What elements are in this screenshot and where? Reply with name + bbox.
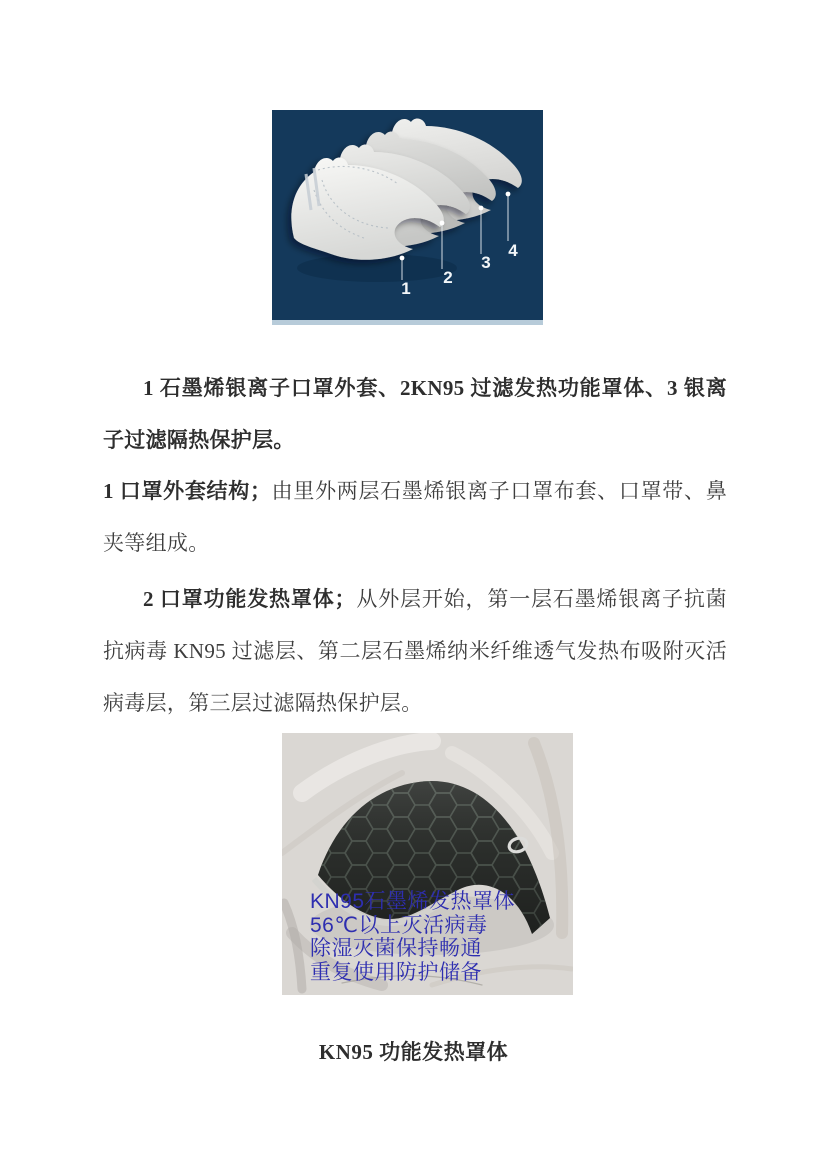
paragraph-heating-shell-lead: 2 口罩功能发热罩体； xyxy=(143,587,356,611)
diagram-label-1: 1 xyxy=(401,279,411,298)
diagram-label-3: 3 xyxy=(481,253,491,272)
diagram-label-2: 2 xyxy=(443,268,453,287)
photo-caption: KN95 功能发热罩体 xyxy=(318,1040,509,1064)
paragraph-heating-shell xyxy=(103,573,727,729)
mask-layers-illustration xyxy=(272,110,543,325)
paragraph-heating-shell-body: 从外层开始，第一层石墨烯银离子抗菌抗病毒 KN95 过滤层、第二层石墨烯纳米纤维透气发热布吸附灭活病毒层，第三层过滤隔热保护层。 xyxy=(103,587,727,715)
paragraph-outer-cover xyxy=(103,465,727,569)
paragraph-outer-cover-lead: 1 口罩外套结构； xyxy=(103,479,272,503)
heading-paragraph: 1 石墨烯银离子口罩外套、2KN95 过滤发热功能罩体、3 银离子过滤隔热保护层。 xyxy=(103,376,727,452)
paragraph-outer-cover-body: 由里外两层石墨烯银离子口罩布套、口罩带、鼻夹等组成。 xyxy=(103,479,727,555)
photo-overlay-text xyxy=(310,890,515,984)
overlay-line-4: 重复使用防护储备 xyxy=(310,960,482,984)
mask-exploded-diagram xyxy=(272,110,543,325)
overlay-line-2: 56℃以上灭活病毒 xyxy=(310,913,488,937)
heating-shell-photo xyxy=(282,733,573,995)
overlay-line-1: KN95石墨烯发热罩体 xyxy=(310,890,516,913)
diagram-floor-strip xyxy=(272,320,543,325)
diagram-label-4: 4 xyxy=(508,241,518,260)
overlay-line-3: 除湿灭菌保持畅通 xyxy=(310,937,482,960)
